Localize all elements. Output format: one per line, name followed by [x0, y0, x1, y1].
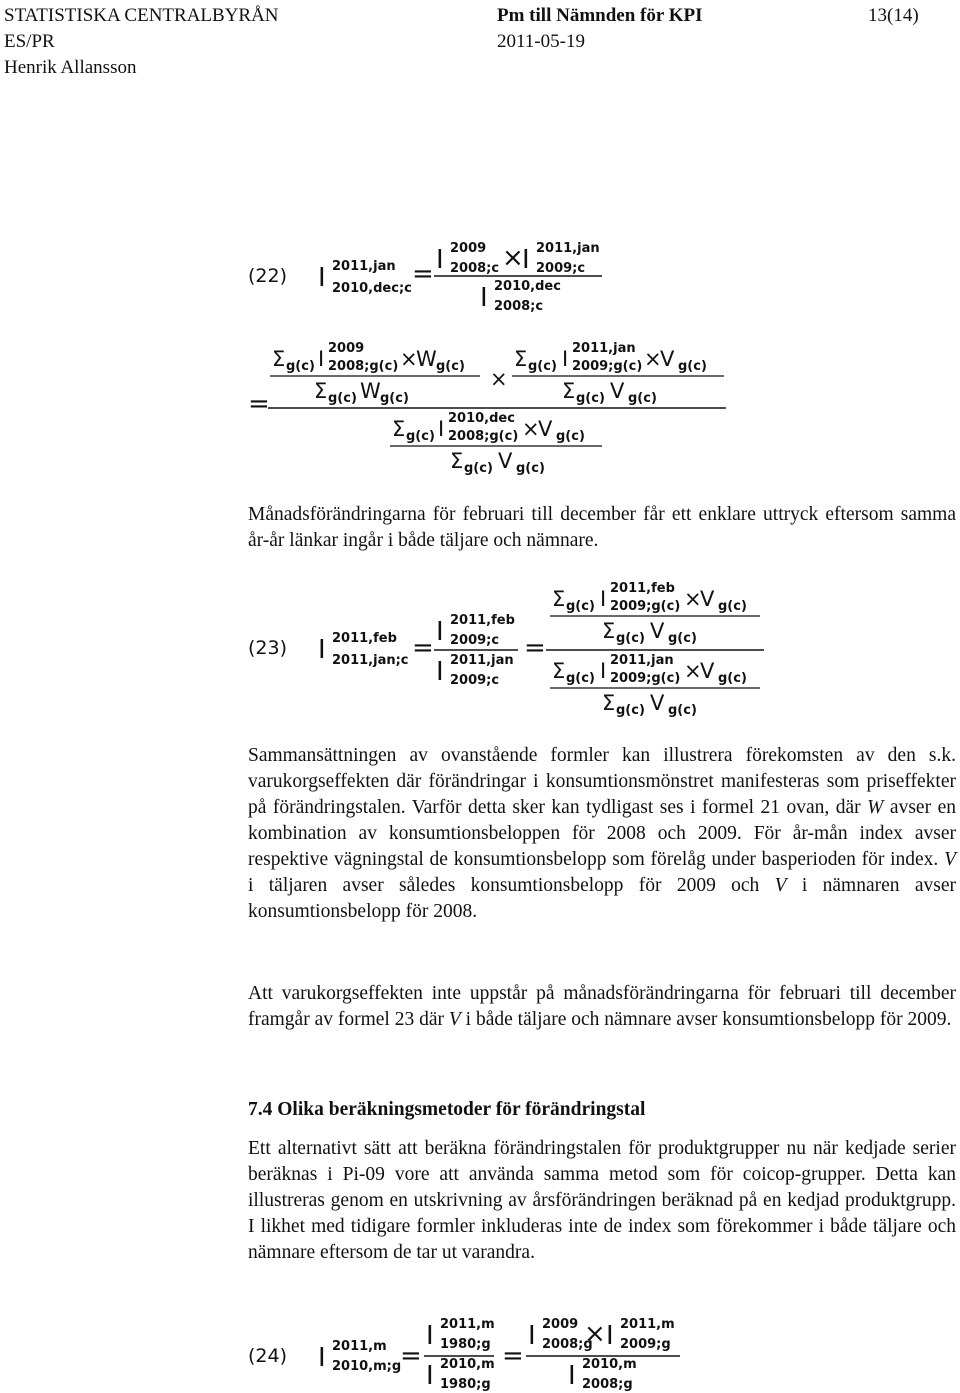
sum-sub: g(c)	[406, 429, 435, 444]
variable-v: V	[448, 1009, 461, 1030]
sum-symbol: Σ	[450, 449, 464, 473]
index-symbol: I	[318, 347, 325, 371]
lhs-sub: 2010,m;g	[332, 1359, 402, 1374]
r1-sub: 2008;g	[542, 1337, 593, 1352]
index-symbol: I	[528, 1321, 536, 1351]
weight-symbol: V	[660, 347, 675, 371]
index-symbol: I	[600, 587, 607, 611]
formula-23-label: (23)	[248, 637, 288, 659]
sum-sub: g(c)	[576, 391, 605, 406]
header-page: 13(14)	[868, 5, 919, 26]
n2-sub: 2009;c	[536, 261, 586, 276]
paragraph-3-text: i både täljare och nämnare avser konsumtionsbelopp för 2009.	[460, 1009, 952, 1030]
formula-22-label: (22)	[248, 265, 288, 287]
header-unit: ES/PR	[4, 31, 55, 52]
paragraph-3-text: Att varukorgseffekten inte uppstår på månadsförändringarna för februari till december framgår av formel 23 där	[248, 983, 956, 1030]
sum-symbol: Σ	[552, 659, 566, 683]
v-sub: g(c)	[668, 703, 697, 718]
sum-sub: g(c)	[328, 391, 357, 406]
b-sup: 2011,jan	[572, 341, 636, 356]
equals-sign: =	[248, 389, 270, 419]
index-symbol: I	[436, 657, 444, 687]
a-sup: 2009	[328, 341, 365, 356]
header-author: Henrik Allansson	[4, 57, 137, 78]
formula-24	[240, 1314, 700, 1393]
n-sub: 2009;c	[450, 633, 500, 648]
r1-sup: 2009	[542, 1317, 579, 1332]
b-sub: 2009;g(c)	[610, 671, 681, 686]
v-sub: g(c)	[668, 631, 697, 646]
times-sign: ×	[644, 347, 662, 371]
lhs-sup: 2011,feb	[332, 631, 397, 646]
v-sub: g(c)	[628, 391, 657, 406]
d-sup: 2011,jan	[450, 653, 514, 668]
times-sign: ×	[502, 243, 524, 273]
sum-sub: g(c)	[286, 359, 315, 374]
paragraph-2-text: avser en kombination av konsumtionsbeloppen för 2008 och 2009. För år-mån index avser respektive vägningstal de konsumtionsbelopp som förelåg under basperioden för index.	[248, 797, 956, 870]
sum-symbol: Σ	[272, 347, 286, 371]
c-sub: 2008;g(c)	[448, 429, 519, 444]
variable-v: V	[944, 849, 956, 870]
weight-symbol: V	[498, 449, 513, 473]
section-heading: 7.4 Olika beräkningsmetoder för förändringstal	[248, 1099, 646, 1120]
lhs-sub: 2011,jan;c	[332, 653, 409, 668]
lhs-sup: 2011,m	[332, 1339, 387, 1354]
sum-symbol: Σ	[602, 619, 616, 643]
paragraph-2-text: i täljaren avser således konsumtionsbelopp för 2009 och	[248, 875, 775, 896]
weight-symbol: W	[360, 379, 381, 403]
times-sign: ×	[522, 417, 540, 441]
equals-sign: =	[412, 633, 434, 663]
index-symbol: I	[318, 635, 326, 665]
times-sign: ×	[684, 659, 702, 683]
lhs-sub: 2010,dec;c	[332, 281, 412, 296]
r3-sub: 2008;g	[582, 1377, 633, 1392]
v-sub: g(c)	[678, 359, 707, 374]
a-sub: 2009;g(c)	[610, 599, 681, 614]
header-org: STATISTISKA CENTRALBYRÅN	[4, 5, 279, 26]
d-sup: 2010,dec	[494, 279, 561, 294]
formula-23	[240, 578, 780, 728]
index-symbol: I	[318, 1343, 326, 1373]
times-sign: ×	[584, 1319, 606, 1349]
sum-sub: g(c)	[528, 359, 557, 374]
r3-sup: 2010,m	[582, 1357, 637, 1372]
d-sup: 2010,m	[440, 1357, 495, 1372]
b-sub: 2009;g(c)	[572, 359, 643, 374]
a-sup: 2011,feb	[610, 581, 675, 596]
r2-sup: 2011,m	[620, 1317, 675, 1332]
a-sub: 2008;g(c)	[328, 359, 399, 374]
variable-v: V	[774, 875, 787, 896]
paragraph-2-text: Sammansättningen av ovanstående formler kan illustrera förekomsten av den s.k. varukorgseffekten där förändringar i konsumtionsmönstret manifesteras som priseffekter på förändringstalen. Varför detta sker kan tydligast ses i formel 21 ovan, där	[248, 745, 956, 818]
d-sub: 2008;c	[494, 299, 544, 314]
n-sub: 1980;g	[440, 1337, 491, 1352]
paragraph-4: Ett alternativt sätt att beräkna förändringstalen för produktgrupper nu när kedjade serier beräknas i Pi-09 vore att använda samma metod som för coicop-grupper. Detta kan illustreras genom en utskrivning av årsförändringen beräknad på en kedjad produktgrupp. I likhet med tidigare formler inkluderas inte de index som förekommer i både täljare och nämnare eftersom de tar ut varandra.	[248, 1138, 956, 1263]
variable-w: W	[867, 797, 884, 818]
equals-sign: =	[412, 259, 434, 289]
sum-sub: g(c)	[566, 671, 595, 686]
n2-sup: 2011,jan	[536, 241, 600, 256]
v-sub: g(c)	[516, 461, 545, 476]
equals-sign: =	[524, 633, 546, 663]
v-sub: g(c)	[718, 671, 747, 686]
index-symbol: I	[438, 417, 445, 441]
v-sub: g(c)	[556, 429, 585, 444]
n-sup: 2011,feb	[450, 613, 515, 628]
sum-sub: g(c)	[616, 703, 645, 718]
index-symbol: I	[522, 245, 530, 275]
sum-sub: g(c)	[616, 631, 645, 646]
b-sup: 2011,jan	[610, 653, 674, 668]
w-sub: g(c)	[436, 359, 465, 374]
header-date: 2011-05-19	[497, 31, 585, 52]
sum-symbol: Σ	[392, 417, 406, 441]
sum-symbol: Σ	[562, 379, 576, 403]
weight-symbol: V	[610, 379, 625, 403]
index-symbol: I	[436, 245, 444, 275]
paragraph-2	[248, 743, 956, 925]
sum-symbol: Σ	[552, 587, 566, 611]
equals-sign: =	[400, 1341, 422, 1371]
index-symbol: I	[426, 1361, 434, 1391]
index-symbol: I	[318, 263, 326, 293]
v-sub: g(c)	[718, 599, 747, 614]
times-sign: ×	[400, 347, 418, 371]
times-sign: ×	[490, 367, 508, 391]
n1-sub: 2008;c	[450, 261, 500, 276]
times-sign: ×	[684, 587, 702, 611]
index-symbol: I	[568, 1361, 576, 1391]
sum-sub: g(c)	[566, 599, 595, 614]
weight-symbol: V	[650, 619, 665, 643]
n-sup: 2011,m	[440, 1317, 495, 1332]
paragraph-3	[248, 981, 956, 1033]
paragraph-1: Månadsförändringarna för februari till december får ett enklare uttryck eftersom samma år-år länkar ingår i både täljare och nämnare.	[248, 504, 956, 551]
weight-symbol: V	[538, 417, 553, 441]
index-symbol: I	[436, 617, 444, 647]
index-symbol: I	[426, 1321, 434, 1351]
weight-symbol: V	[700, 587, 715, 611]
d-sub: 2009;c	[450, 673, 500, 688]
sum-symbol: Σ	[514, 347, 528, 371]
sum-symbol: Σ	[602, 691, 616, 715]
index-symbol: I	[600, 659, 607, 683]
formula-22	[240, 230, 740, 480]
index-symbol: I	[562, 347, 569, 371]
paragraph-2-text: i nämnaren avser konsumtionsbelopp för 2008.	[248, 875, 956, 922]
n1-sup: 2009	[450, 241, 487, 256]
equals-sign: =	[502, 1341, 524, 1371]
formula-24-label: (24)	[248, 1345, 288, 1367]
w-sub: g(c)	[380, 391, 409, 406]
c-sup: 2010,dec	[448, 411, 515, 426]
d-sub: 1980;g	[440, 1377, 491, 1392]
lhs-sup: 2011,jan	[332, 259, 396, 274]
sum-symbol: Σ	[314, 379, 328, 403]
r2-sub: 2009;g	[620, 1337, 671, 1352]
sum-sub: g(c)	[464, 461, 493, 476]
weight-symbol: V	[650, 691, 665, 715]
header-memo: Pm till Nämnden för KPI	[497, 5, 703, 26]
index-symbol: I	[606, 1321, 614, 1351]
index-symbol: I	[480, 283, 488, 313]
weight-symbol: V	[700, 659, 715, 683]
weight-symbol: W	[416, 347, 437, 371]
